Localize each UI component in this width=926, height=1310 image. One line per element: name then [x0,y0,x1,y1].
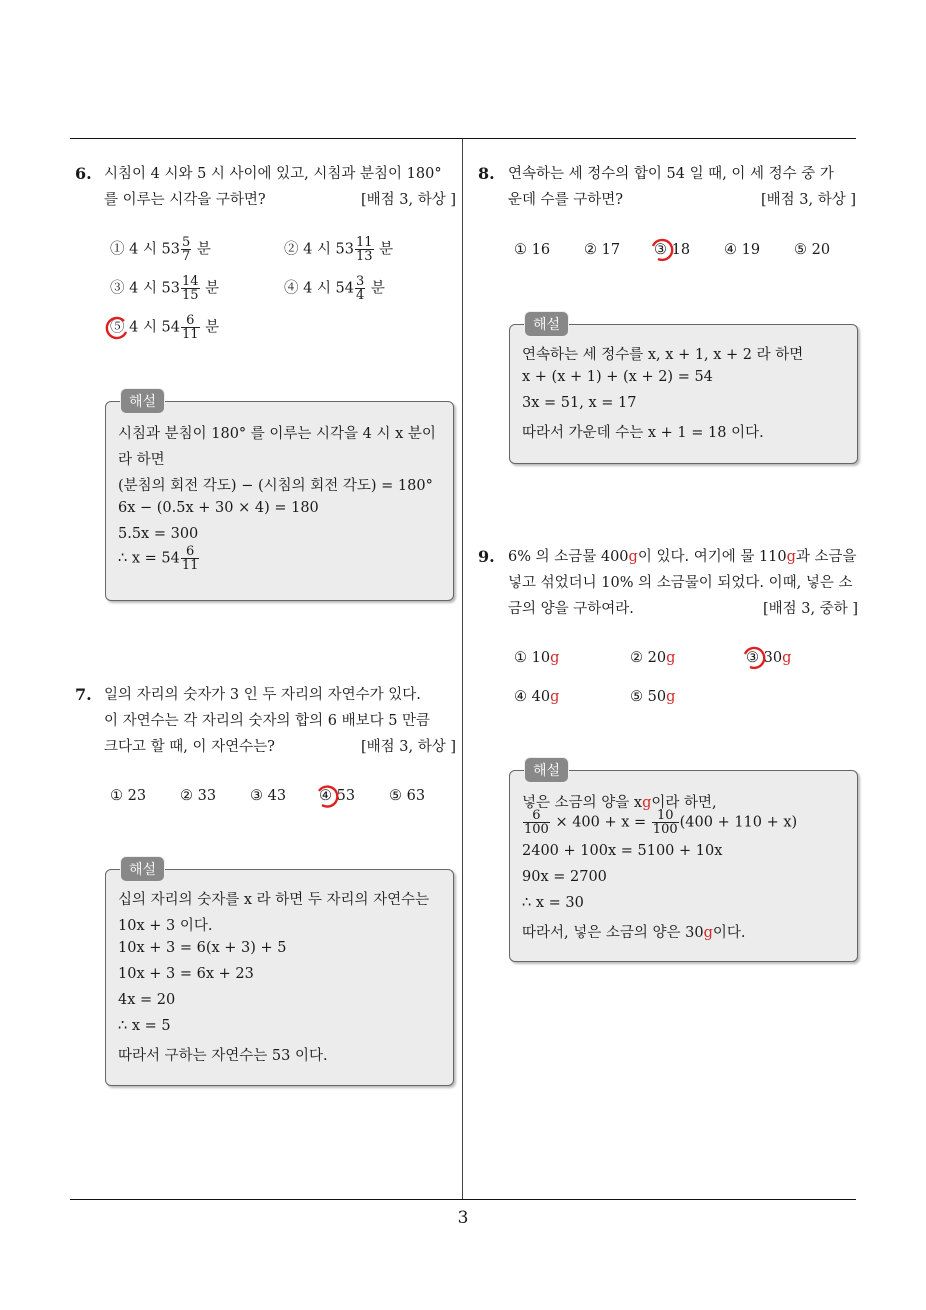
question-text: 일의 자리의 숫자가 3 인 두 자리의 자연수가 있다. [104,687,421,703]
solution-line: 넣은 소금의 양을 xg이라 하면, [522,795,717,811]
solution-line: 6x − (0.5x + 30 × 4) = 180 [118,500,319,516]
question-number: 8. [478,164,495,183]
question-text: 시침이 4 시와 5 시 사이에 있고, 시침과 분침이 180° [104,166,442,182]
solution-tag: 해설 [524,311,569,337]
choice-4[interactable]: ④ 40g [514,689,560,705]
solution-line: 따라서 가운데 수는 x + 1 = 18 이다. [522,425,764,441]
solution-line: 연속하는 세 정수를 x, x + 1, x + 2 라 하면 [522,347,804,363]
question-number: 9. [478,547,495,566]
solution-tag: 해설 [120,388,165,414]
choice-3[interactable]: ③ 30g [746,650,792,666]
solution-line: (분침의 회전 각도) − (시침의 회전 각도) = 180° [118,478,433,494]
score-meta: [배점 3, 하상 ] [360,739,456,755]
choice-3[interactable]: ③ 18 [654,242,691,258]
question-text: 운데 수를 구하면? [508,192,624,208]
page-number: 3 [457,1208,469,1228]
solution-tag: 해설 [120,856,165,882]
solution-line: 4x = 20 [118,992,176,1008]
choice-1[interactable]: ① 16 [514,242,551,258]
answer-circle-mark [741,645,767,671]
solution-box [509,763,858,962]
choice-2[interactable]: ② 4 시 53 $\frac{11}{13}$ 분 [284,235,394,264]
score-meta: [배점 3, 하상 ] [760,192,856,208]
solution-line: 라 하면 [118,452,165,468]
choice-5[interactable]: ⑤ 50g [630,689,676,705]
solution-line: ∴ x = 54 $\frac{6}{11}$ [118,544,199,573]
question-number: 6. [75,164,92,183]
solution-box [509,317,858,464]
choice-4[interactable]: ④ 19 [724,242,761,258]
answer-circle-mark [314,783,340,809]
solution-line: 따라서 구하는 자연수는 53 이다. [118,1048,328,1064]
solution-line: 5.5x = 300 [118,526,199,542]
column-divider [462,139,463,1200]
bottom-rule [70,1199,856,1200]
solution-line: 따라서, 넣은 소금의 양은 30g이다. [522,925,746,941]
choice-2[interactable]: ② 20g [630,650,676,666]
answer-circle-mark [104,316,130,342]
choice-2[interactable]: ② 33 [180,788,217,804]
choice-5[interactable]: ⑤ 20 [794,242,831,258]
answer-circle-mark [649,237,675,263]
question-number: 7. [75,685,92,704]
solution-line: ∴ x = 30 [522,895,584,911]
solution-line: x + (x + 1) + (x + 2) = 54 [522,369,713,385]
solution-line: 10x + 3 = 6(x + 3) + 5 [118,940,287,956]
question-text: 연속하는 세 정수의 합이 54 일 때, 이 세 정수 중 가 [508,166,834,182]
choice-1[interactable]: ① 23 [110,788,147,804]
solution-line: 십의 자리의 숫자를 x 라 하면 두 자리의 자연수는 [118,892,430,908]
solution-line: 10x + 3 이다. [118,918,213,934]
question-text: 금의 양을 구하여라. [508,601,634,617]
solution-box [105,862,454,1086]
solution-line: 시침과 분침이 180° 를 이루는 시각을 4 시 x 분이 [118,426,436,442]
question-text: 를 이루는 시각을 구하면? [104,192,266,208]
score-meta: [배점 3, 하상 ] [360,192,456,208]
solution-line: 2400 + 100x = 5100 + 10x [522,843,723,859]
choice-4[interactable]: ④ 4 시 54 $\frac{3}{4}$ 분 [284,274,385,303]
question-text: 이 자연수는 각 자리의 숫자의 합의 6 배보다 5 만큼 [104,713,431,729]
choice-2[interactable]: ② 17 [584,242,621,258]
choice-4[interactable]: ④ 53 [319,788,356,804]
solution-line: 10x + 3 = 6x + 23 [118,966,254,982]
question-text: 크다고 할 때, 이 자연수는? [104,739,275,755]
choice-5[interactable]: ⑤ 63 [389,788,426,804]
choice-3[interactable]: ③ 43 [250,788,287,804]
score-meta: [배점 3, 중하 ] [762,601,858,617]
solution-line: $\frac{6}{100}$ × 400 + x = $\frac{10}{100}$ (400 + 110 + x) [524,808,798,837]
solution-line: 3x = 51, x = 17 [522,395,637,411]
top-rule [70,138,856,139]
solution-line: 90x = 2700 [522,869,607,885]
solution-line: ∴ x = 5 [118,1018,171,1034]
choice-3[interactable]: ③ 4 시 53 $\frac{14}{15}$ 분 [110,274,220,303]
choice-1[interactable]: ① 10g [514,650,560,666]
question-text: 넣고 섞었더니 10% 의 소금물이 되었다. 이때, 넣은 소 [508,575,853,591]
solution-tag: 해설 [524,757,569,783]
solution-box [105,394,454,601]
choice-1[interactable]: ① 4 시 53 $\frac{5}{7}$ 분 [110,235,211,264]
choice-5[interactable]: ⑤ 4 시 54 $\frac{6}{11}$ 분 [110,313,220,342]
question-text: 6% 의 소금물 400g이 있다. 여기에 물 110g과 소금을 [508,549,857,565]
